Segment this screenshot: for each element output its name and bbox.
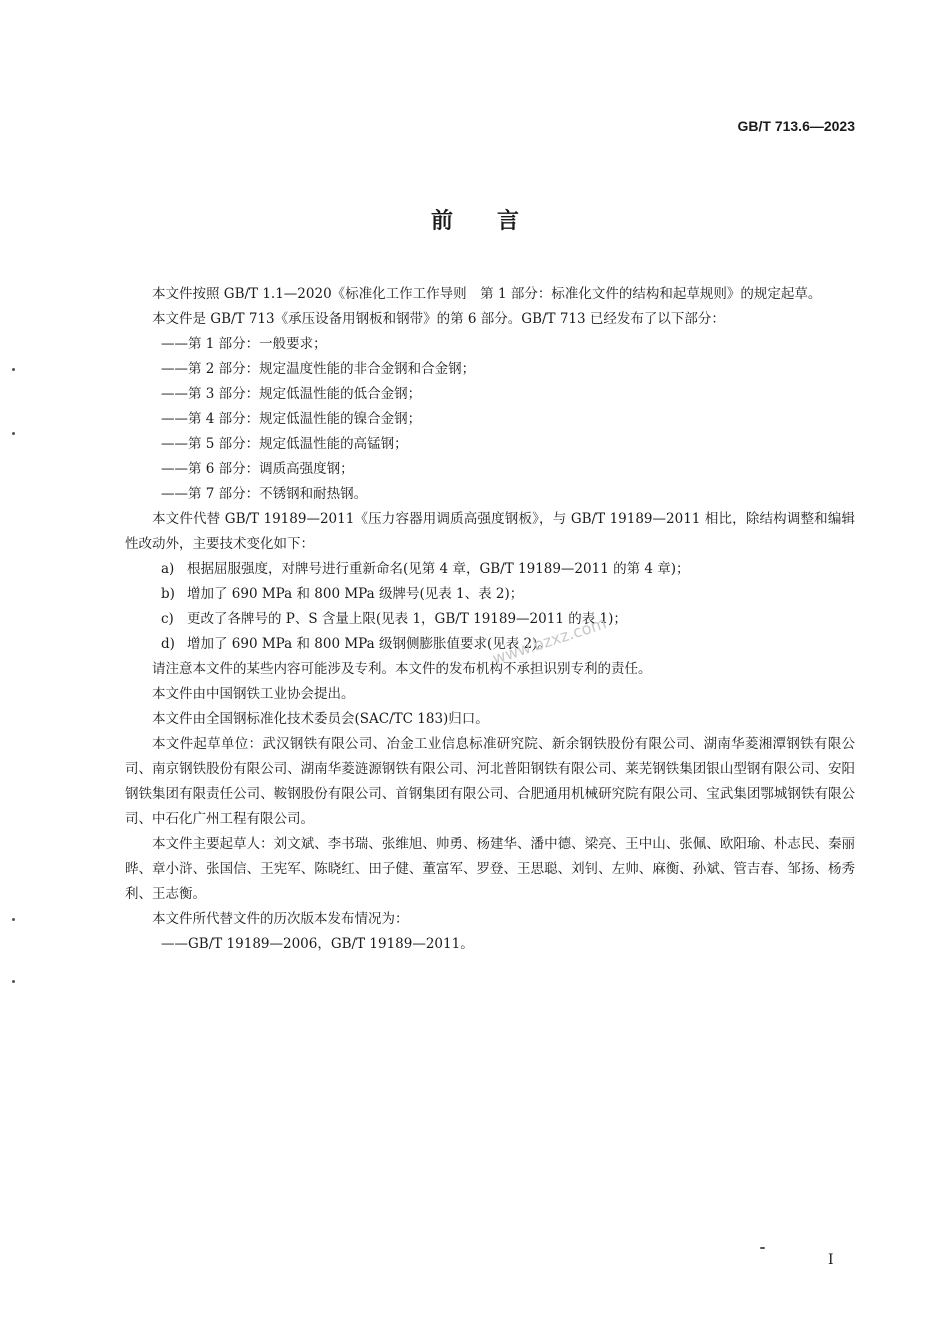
watermark: www.bzxz.com xyxy=(490,613,609,669)
change-marker: c) xyxy=(161,611,174,627)
paragraph-proposer: 本文件由中国钢铁工业协会提出。 xyxy=(152,686,355,702)
change-item-a xyxy=(125,557,855,582)
paragraph-drafters: 本文件主要起草人：刘文斌、李书瑞、张维旭、帅勇、杨建华、潘中德、梁亮、王中山、张佩、欧阳瑜、朴志民、秦丽晔、章小浒、张国信、王宪军、陈晓红、田子健、董富军、罗登、王思聪、刘钊、左帅、麻衡、孙斌、管吉春、邹扬、杨秀利、王志衡。 xyxy=(125,836,855,902)
paragraph-drafting-units: 本文件起草单位：武汉钢铁有限公司、冶金工业信息标准研究院、新余钢铁股份有限公司、湖南华菱湘潭钢铁有限公司、南京钢铁股份有限公司、湖南华菱涟源钢铁有限公司、河北普阳钢铁有限公司、莱芜钢铁集团银山型钢有限公司、安阳钢铁集团有限责任公司、鞍钢股份有限公司、首钢集团有限公司、合肥通用机械研究院有限公司、宝武集团鄂城钢铁有限公司、中石化广州工程有限公司。 xyxy=(125,736,855,827)
scan-speck xyxy=(12,980,15,983)
list-item-part-7: —— 第 7 部分：不锈钢和耐热钢。 xyxy=(125,482,855,507)
list-item-part-6: —— 第 6 部分：调质高强度钢； xyxy=(125,457,855,482)
paragraph-replacement: 本文件代替 GB/T 19189—2011《压力容器用调质高强度钢板》，与 GB/T 19189—2011 相比，除结构调整和编辑性改动外，主要技术变化如下： xyxy=(125,511,855,552)
list-item-part-5: —— 第 5 部分：规定低温性能的高锰钢； xyxy=(125,432,855,457)
scan-speck xyxy=(760,1247,765,1249)
change-item-c xyxy=(125,607,855,632)
paragraph-drafting-rules: 本文件按照 GB/T 1.1—2020《标准化工作工作导则 第 1 部分：标准化文件的结构和起草规则》的规定起草。 xyxy=(152,286,822,302)
change-item-b xyxy=(125,582,855,607)
paragraph-patent-notice: 请注意本文件的某些内容可能涉及专利。本文件的发布机构不承担识别专利的责任。 xyxy=(152,661,652,677)
scan-speck xyxy=(12,432,15,435)
list-item-part-1: —— 第 1 部分：一般要求； xyxy=(125,332,855,357)
change-text: 根据屈服强度，对牌号进行重新命名(见第 4 章，GB/T 19189—2011 的第 4 章)； xyxy=(187,561,690,577)
change-marker: b) xyxy=(161,586,175,602)
scan-speck xyxy=(12,918,15,921)
change-marker: a) xyxy=(161,561,175,577)
paragraph-part-info: 本文件是 GB/T 713《承压设备用钢板和钢带》的第 6 部分。GB/T 713 已经发布了以下部分： xyxy=(152,311,725,327)
list-item-part-3: —— 第 3 部分：规定低温性能的低合金钢； xyxy=(125,382,855,407)
change-text: 更改了各牌号的 P、S 含量上限(见表 1，GB/T 19189—2011 的表 1)； xyxy=(187,611,627,627)
change-item-d xyxy=(125,632,855,657)
list-item-history: —— GB/T 19189—2006，GB/T 19189—2011。 xyxy=(125,932,855,957)
foreword-body xyxy=(125,282,855,957)
standard-code: GB/T 713.6—2023 xyxy=(737,118,855,134)
list-item-part-4: —— 第 4 部分：规定低温性能的镍合金钢； xyxy=(125,407,855,432)
scan-speck xyxy=(12,368,15,371)
paragraph-history-intro: 本文件所代替文件的历次版本发布情况为： xyxy=(152,911,409,927)
page-title: 前言 xyxy=(430,209,563,234)
page-number: I xyxy=(828,1252,834,1268)
list-item-part-2: —— 第 2 部分：规定温度性能的非合金钢和合金钢； xyxy=(125,357,855,382)
change-marker: d) xyxy=(161,636,175,652)
paragraph-committee: 本文件由全国钢标准化技术委员会(SAC/TC 183)归口。 xyxy=(152,711,489,727)
change-text: 增加了 690 MPa 和 800 MPa 级牌号(见表 1、表 2)； xyxy=(187,586,524,602)
change-text: 增加了 690 MPa 和 800 MPa 级钢侧膨胀值要求(见表 2)。 xyxy=(187,636,551,652)
